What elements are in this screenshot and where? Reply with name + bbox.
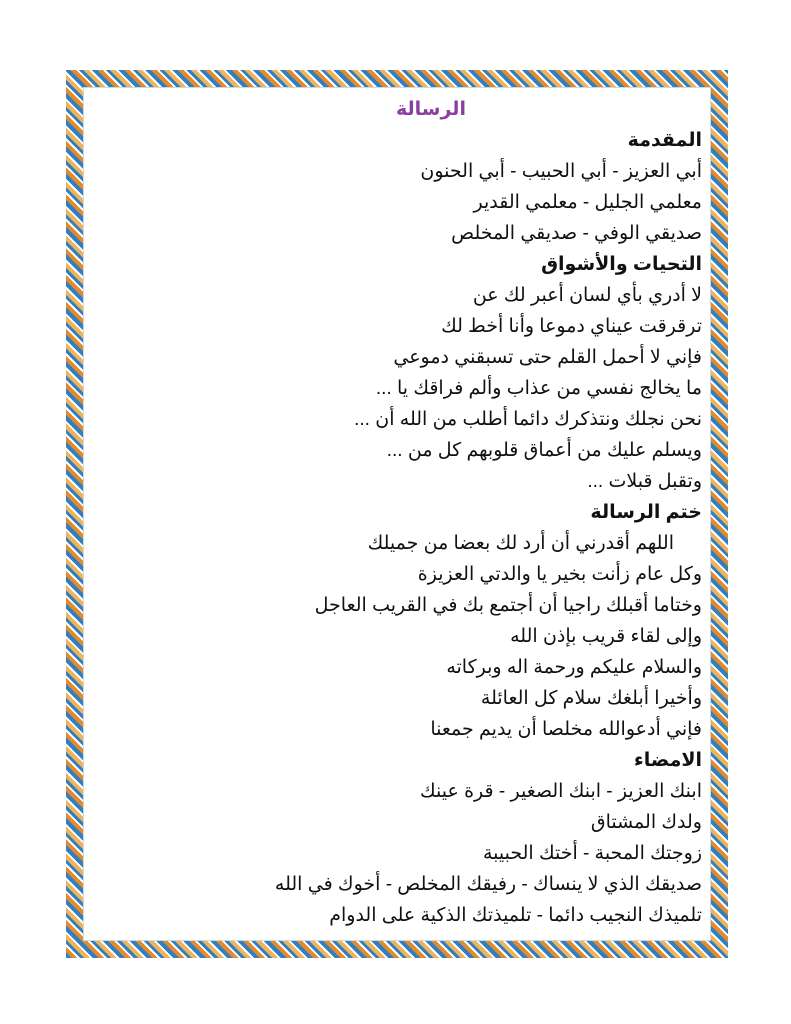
section-heading: المقدمة bbox=[627, 130, 702, 151]
section-heading: التحيات والأشواق bbox=[541, 254, 702, 275]
letter-line: صديقك الذي لا ينساك - رفيقك المخلص - أخوك في الله bbox=[274, 874, 702, 895]
letter-line: ويسلم عليك من أعماق قلوبهم كل من ... bbox=[386, 440, 702, 461]
letter-line: ولدك المشتاق bbox=[590, 812, 702, 833]
section-heading: الامضاء bbox=[634, 750, 702, 771]
letter-line: نحن نجلك ونتذكرك دائما أطلب من الله أن ... bbox=[354, 409, 702, 430]
letter-line: معلمي الجليل - معلمي القدير bbox=[473, 192, 702, 213]
letter-body bbox=[100, 95, 702, 931]
letter-line: وإلى لقاء قريب بإذن الله bbox=[510, 626, 702, 647]
section-heading: ختم الرسالة bbox=[590, 502, 702, 523]
letter-line: وأخيرا أبلغك سلام كل العائلة bbox=[480, 688, 702, 709]
document-title: الرسالة bbox=[396, 99, 466, 120]
letter-line: زوجتك المحبة - أختك الحبيبة bbox=[482, 843, 702, 864]
letter-line: صديقي الوفي - صديقي المخلص bbox=[451, 223, 702, 244]
letter-line: والسلام عليكم ورحمة اله وبركاته bbox=[446, 657, 702, 678]
letter-line: اللهم أقدرني أن أرد لك بعضا من جميلك bbox=[367, 533, 674, 554]
letter-line: ما يخالج نفسي من عذاب وألم فراقك يا ... bbox=[375, 378, 702, 399]
letter-lines bbox=[100, 125, 702, 931]
letter-line: وتقبل قبلات ... bbox=[587, 471, 702, 492]
letter-line: أبي العزيز - أبي الحبيب - أبي الحنون bbox=[420, 161, 702, 182]
letter-line: ابنك العزيز - ابنك الصغير - قرة عينك bbox=[420, 781, 702, 802]
letter-line: ترقرقت عيناي دموعا وأنا أخط لك bbox=[441, 316, 702, 337]
letter-line: وكل عام زأنت بخير يا والدتي العزيزة bbox=[417, 564, 702, 585]
letter-line: لا أدري بأي لسان أعبر لك عن bbox=[472, 285, 702, 306]
letter-line: وختاما أقبلك راجيا أن أجتمع بك في القريب العاجل bbox=[314, 595, 702, 616]
letter-line: تلميذك النجيب دائما - تلميذتك الذكية على الدوام bbox=[329, 905, 702, 926]
letter-line: فإني لا أحمل القلم حتى تسبقني دموعي bbox=[393, 347, 702, 368]
letter-line: فإني أدعوالله مخلصا أن يديم جمعنا bbox=[430, 719, 702, 740]
